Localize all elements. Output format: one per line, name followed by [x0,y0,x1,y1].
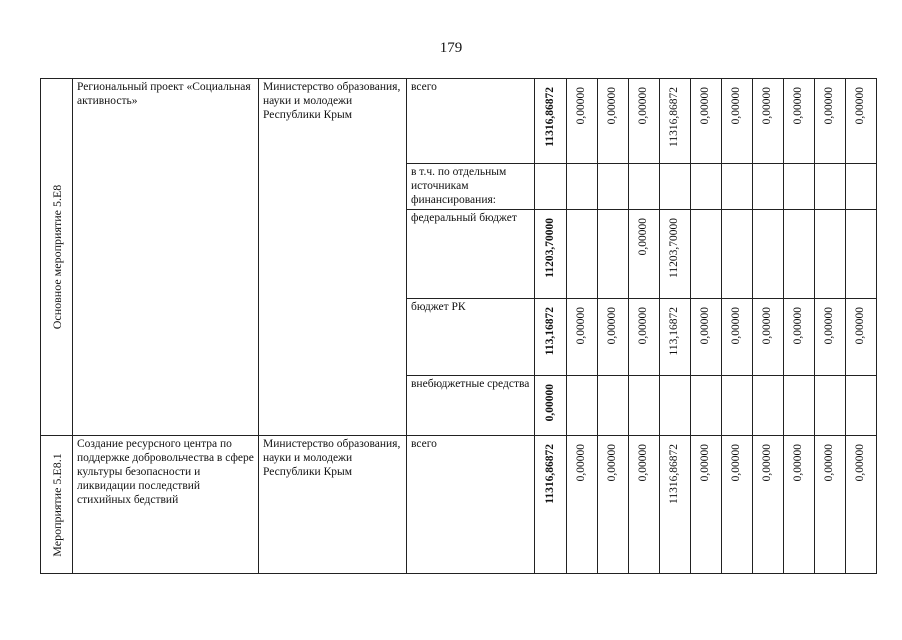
funding-source: внебюджетные средства [407,376,535,436]
value-cell: 11203,70000 [660,210,691,299]
value-cell: 0,00000 [567,436,598,574]
value-cell: 0,00000 [815,299,846,376]
funding-source: всего [407,436,535,574]
value-cell: 0,00000 [629,79,660,164]
value-cell: 0,00000 [753,79,784,164]
total-cell: 113,16872 [535,299,567,376]
value-cell [660,164,691,210]
value-cell: 0,00000 [629,299,660,376]
value-cell: 11316,86872 [660,79,691,164]
value-cell [691,164,722,210]
value-cell: 0,00000 [629,210,660,299]
value-cell: 0,00000 [753,299,784,376]
total-cell: 11316,86872 [535,436,567,574]
total-cell: 0,00000 [535,376,567,436]
value-cell [567,164,598,210]
total-cell: 11203,70000 [535,210,567,299]
value-cell: 0,00000 [815,79,846,164]
value-cell [722,164,753,210]
value-cell: 0,00000 [722,299,753,376]
value-cell [629,376,660,436]
value-cell [815,210,846,299]
value-cell: 0,00000 [722,79,753,164]
value-cell: 0,00000 [691,299,722,376]
value-cell [846,376,877,436]
funding-source: федеральный бюджет [407,210,535,299]
activity-code: Мероприятие 5.Е8.1 [49,453,64,557]
value-cell: 0,00000 [598,79,629,164]
value-cell [691,210,722,299]
value-cell [598,210,629,299]
activity-code: Основное мероприятие 5.Е8 [49,184,64,330]
executor-name: Министерство образования, науки и молодежи Республики Крым [259,79,407,436]
value-cell: 0,00000 [691,79,722,164]
funding-source: в т.ч. по отдельным источникам финансирования: [407,164,535,210]
value-cell [598,164,629,210]
value-cell [722,376,753,436]
value-cell [567,210,598,299]
value-cell: 0,00000 [784,79,815,164]
value-cell: 0,00000 [846,79,877,164]
value-cell [629,164,660,210]
value-cell [660,376,691,436]
value-cell: 113,16872 [660,299,691,376]
activity-name: Региональный проект «Социальная активность» [73,79,259,436]
total-cell [535,79,567,164]
budget-table [40,78,877,574]
value-cell: 11316,86872 [660,436,691,574]
activity-code-cell [41,79,73,436]
total-value: 11316,86872 [543,87,556,147]
value-cell [784,376,815,436]
value-cell: 0,00000 [598,436,629,574]
value-cell [784,164,815,210]
activity-name: Создание ресурсного центра по поддержке добровольчества в сфере культуры безопасности и ликвидации последствий стихийных бедствий [73,436,259,574]
total-cell [535,164,567,210]
value-cell [846,164,877,210]
value-cell: 0,00000 [846,299,877,376]
table-row [41,436,877,574]
activity-code-cell [41,436,73,574]
value-cell: 0,00000 [567,299,598,376]
value-cell [846,210,877,299]
table-row [41,79,877,164]
value-cell [598,376,629,436]
value-cell: 0,00000 [753,436,784,574]
value-cell: 0,00000 [567,79,598,164]
value-cell: 0,00000 [815,436,846,574]
value-cell [753,210,784,299]
value-cell [722,210,753,299]
value-cell: 0,00000 [846,436,877,574]
value-cell [753,376,784,436]
value-cell [815,164,846,210]
value-cell: 0,00000 [784,299,815,376]
value-cell [691,376,722,436]
value-cell [753,164,784,210]
executor-name: Министерство образования, науки и молодежи Республики Крым [259,436,407,574]
funding-source: бюджет РК [407,299,535,376]
page-number: 179 [439,40,463,56]
value-cell: 0,00000 [598,299,629,376]
value-cell [815,376,846,436]
value-cell: 0,00000 [629,436,660,574]
value-cell [784,210,815,299]
funding-source: всего [407,79,535,164]
value-cell: 0,00000 [722,436,753,574]
value-cell: 0,00000 [784,436,815,574]
value-cell: 0,00000 [691,436,722,574]
value-cell [567,376,598,436]
